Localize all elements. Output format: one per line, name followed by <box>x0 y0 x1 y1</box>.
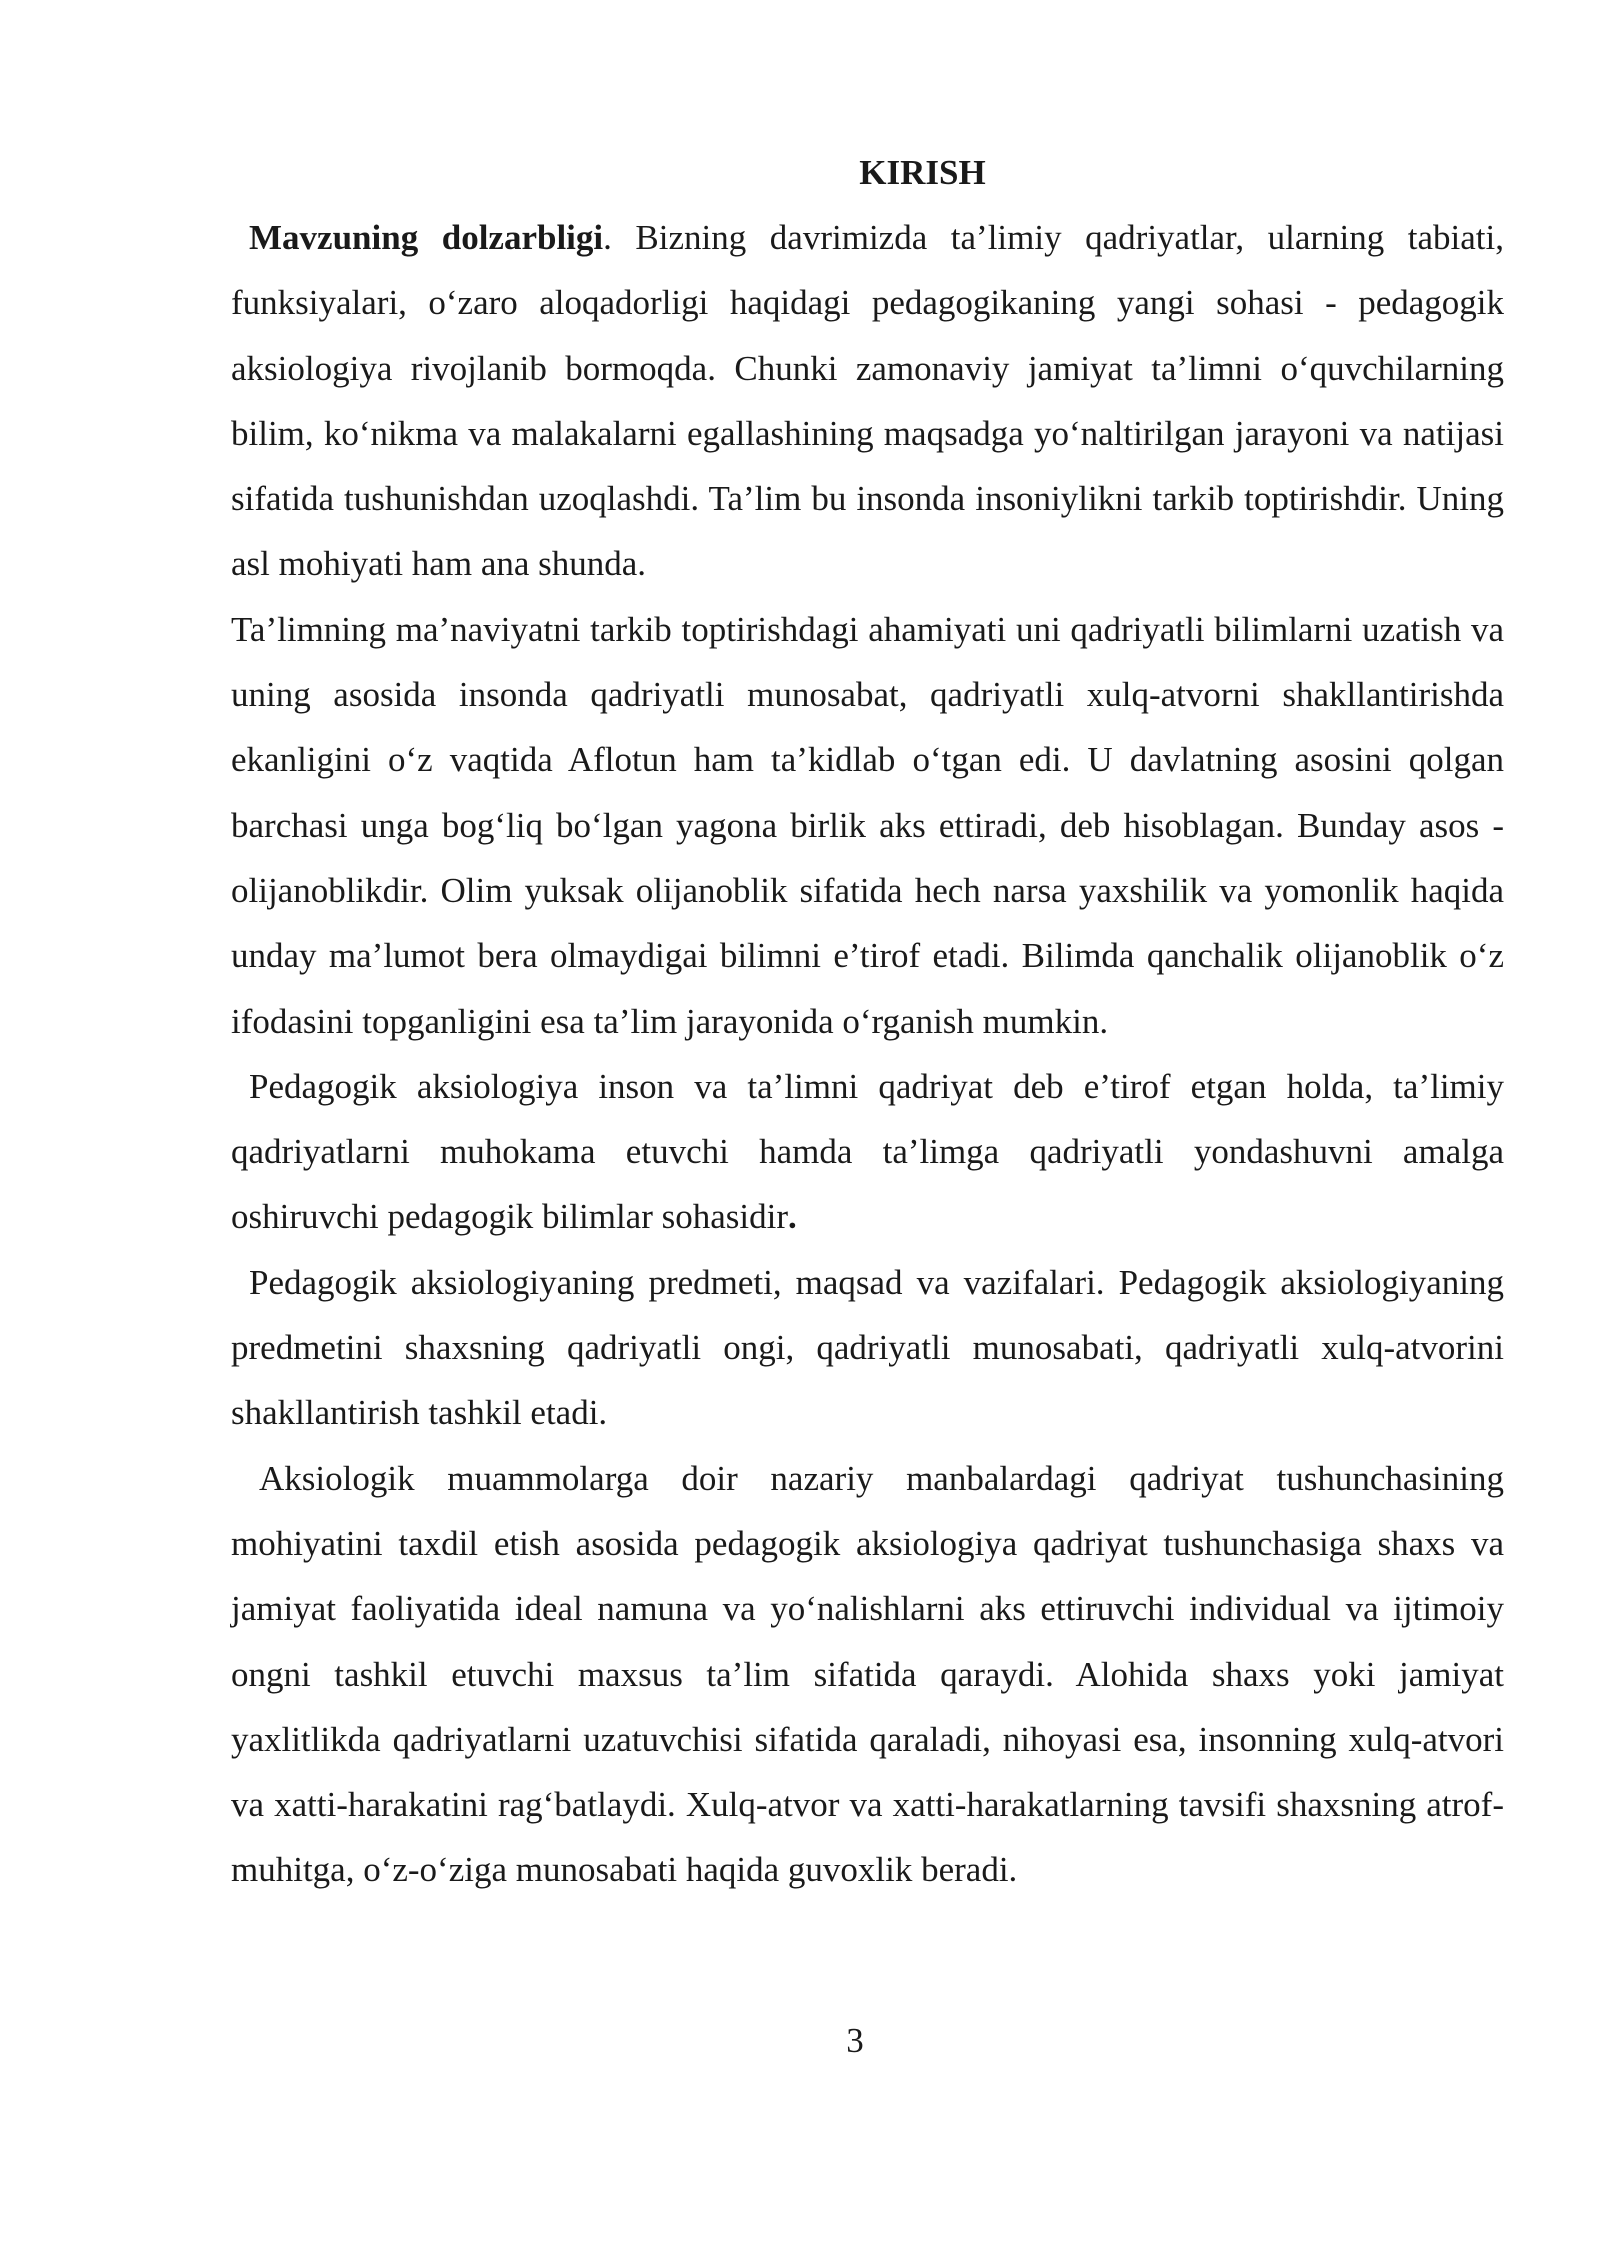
definition-text: Pedagogik aksiologiya inson va ta’limni qadriyat deb e’tirof etgan holda, ta’limiy qadriyatlarni muhokama etuvchi hamda ta’limga qadriyatli yondashuvni amalga oshiruvchi pedagogik bilimlar sohasidir <box>231 1066 1504 1237</box>
relevance-heading-dot: . <box>603 218 612 257</box>
paragraph-definition <box>231 1054 1504 1250</box>
document-title: KIRISH <box>859 153 986 192</box>
paragraph-subject: Pedagogik aksiologiyaning predmeti, maqsad va vazifalari. Pedagogik aksiologiyaning predmetini shaxsning qadriyatli ongi, qadriyatli munosabati, qadriyatli xulq-atvorini shakllantirish tashkil etadi. <box>231 1262 1504 1433</box>
definition-end: . <box>788 1197 797 1237</box>
paragraph-plato: Ta’limning ma’naviyatni tarkib toptirishdagi ahamiyati uni qadriyatli bilimlarni uzatish va uning asosida insonda qadriyatli munosabat, qadriyatli xulq-atvorni shakllantirishda ekanligini o‘z vaqtida Aflotun ham ta’kidlab o‘tgan edi. U davlatning asosini qolgan barchasi unga bog‘liq bo‘lgan yagona birlik aks ettiradi, deb hisoblagan. Bunday asos - olijanoblikdir. Olim yuksak olijanoblik sifatida hech narsa yaxshilik va yomonlik haqida unday ma’lumot bera olmaydigai bilimni e’tirof etadi. Bilimda qanchalik olijanoblik o‘z ifodasini topganligini esa ta’lim jarayonida o‘rganish mumkin. <box>231 609 1504 1041</box>
paragraph-relevance <box>231 205 1504 597</box>
document-page <box>231 140 1504 1903</box>
paragraph-axiology: Aksiologik muammolarga doir nazariy manbalardagi qadriyat tushunchasining mohiyatini taxdil etish asosida pedagogik aksiologiya qadriyat tushunchasiga shaxs va jamiyat faoliyatida ideal namuna va yo‘nalishlarni aks ettiruvchi individual va ijtimoiy ongni tashkil etuvchi maxsus ta’lim sifatida qaraydi. Alohida shaxs yoki jamiyat yaxlitlikda qadriyatlarni uzatuvchisi sifatida qaraladi, nihoyasi esa, insonning xulq-atvori va xatti-harakatini rag‘batlaydi. Xulq-atvor va xatti-harakatlarning tavsifi shaxsning atrof-muhitga, o‘z-o‘ziga munosabati haqida guvoxlik beradi. <box>231 1458 1504 1890</box>
page-number: 3 <box>846 2021 864 2060</box>
relevance-heading: Mavzuning dolzarbligi <box>249 218 604 257</box>
relevance-text: Bizning davrimizda ta’limiy qadriyatlar, ularning tabiati, funksiyalari, o‘zaro aloqadorligi haqidagi pedagogikaning yangi sohasi - pedagogik aksiologiya rivojlanib bormoqda. Chunki zamonaviy jamiyat ta’limni o‘quvchilarning bilim, ko‘nikma va malakalarni egallashining maqsadga yo‘naltirilgan jarayoni va natijasi sifatida tushunishdan uzoqlashdi. Ta’lim bu insonda insoniylikni tarkib toptirishdir. Uning asl mohiyati ham ana shunda. <box>231 218 1505 584</box>
